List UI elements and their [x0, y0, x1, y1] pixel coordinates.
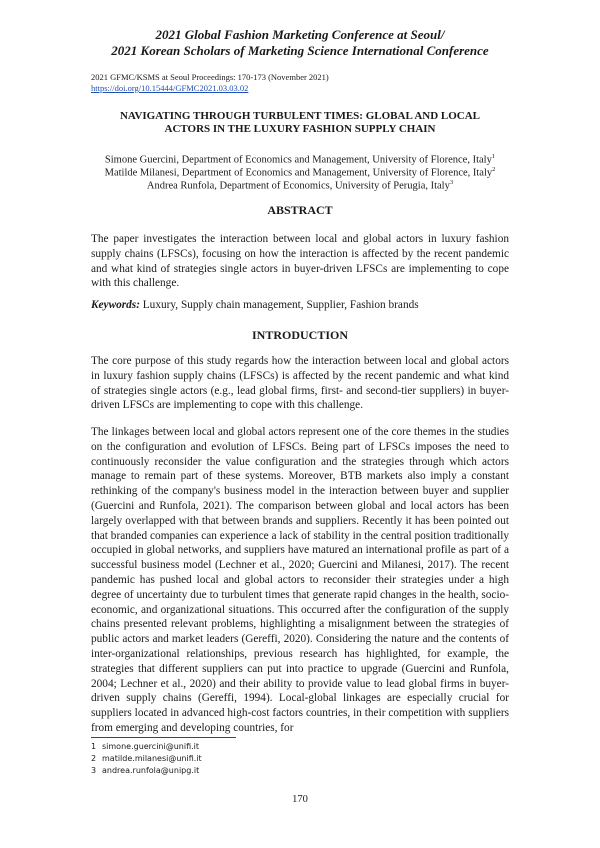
author-3: Andrea Runfola, Department of Economics, University of Perugia, Italy$^3$ [146, 179, 454, 192]
keywords [91, 298, 509, 313]
author-1: Simone Guercini, Department of Economics and Management, University of Florence, Italy$^1$ [104, 153, 496, 166]
paper-title-line1: NAVIGATING THROUGH TURBULENT TIMES: GLOBAL AND LOCAL [119, 110, 481, 122]
footnote-2: 2 matilde.milanesi@unifi.it [91, 754, 202, 763]
introduction-heading: INTRODUCTION [251, 328, 348, 342]
footnote-3: 3 andrea.runfola@unipg.it [91, 766, 200, 775]
doi-link[interactable]: https://doi.org/10.15444/GFMC2021.03.03.02 [91, 83, 249, 93]
abstract-text: The paper investigates the interaction between local and global actors in luxury fashion supply chains (LFSCs), focusing on how the interaction is affected by the recent pandemic and what kind of strategies single actors in buyer-driven LFSCs are implementing to cope with this challenge. [91, 233, 509, 290]
page-number: 170 [292, 794, 308, 805]
keywords-label: Keywords: [91, 299, 140, 311]
conference-title-line1: 2021 Global Fashion Marketing Conference at Seoul/ [155, 27, 445, 42]
intro-paragraph-2: The linkages between local and global actors represent one of the core themes in the studies on the configuration and evolution of LFSCs. Being part of LFSCs imposes the need to continuously reconsider the value configuration and the strategies through which actors manage to remain part of these systems. Moreover, BTB markets also imply a constant rethinking of the company's business model in the interaction between buyer and supplier (Guercini and Runfola, 2021). The comparison between global and local actors has been largely overlapped with that between brands and suppliers. Recently it has been pointed out that branded companies can experience a lack of stability in the central position traditionally occupied in global networks, and suppliers have matured an international profile as part of a successful business model (Lechner et al., 2020; Guercini and Milanesi, 2017). The recent pandemic has pushed local and global actors to reconsider their strategies under a high degree of uncertainty due to turbulent times that generate rapid changes in the health, socio-economic, and organizational situations. This occurred after the configuration of the supply chains presented relevant problems, highlighting a misalignment between the strategies of public actors and market leaders (Gereffi, 2020). Considering the nature and the contents of inter-organizational relationships, previous research has highlighted, for example, the strategies that different suppliers can put into practice to upgrade (Guercini and Runfola, 2004; Lechner et al., 2020) and their ability to provide value to lead global firms in buyer-driven supply chains (Gereffi, 1994). Local-global linkages are especially crucial for suppliers located in advanced high-cost factors countries, in their competition with suppliers from emerging and developing countries, for [91, 426, 509, 734]
proceedings-info: 2021 GFMC/KSMS at Seoul Proceedings: 170-173 (November 2021) [91, 72, 329, 82]
paper-title-line2: ACTORS IN THE LUXURY FASHION SUPPLY CHAIN [164, 123, 436, 135]
keywords-text: Luxury, Supply chain management, Supplier, Fashion brands [139, 299, 419, 311]
footnote-divider [91, 737, 236, 738]
author-2: Matilde Milanesi, Department of Economics and Management, University of Florence, Italy$^2$ [104, 166, 496, 179]
intro-paragraph-1: The core purpose of this study regards how the interaction between local and global actors in luxury fashion supply chains (LFSCs) is affected by the recent pandemic and what kind of strategies single actors (e.g., lead global firms, first- and second-tier suppliers) in buyer-driven LFSCs are implementing to cope with this challenge. [91, 355, 509, 412]
conference-title-line2: 2021 Korean Scholars of Marketing Science International Conference [111, 43, 489, 58]
footnote-1: 1 simone.guercini@unifi.it [91, 742, 200, 751]
abstract-heading: ABSTRACT [267, 203, 333, 217]
